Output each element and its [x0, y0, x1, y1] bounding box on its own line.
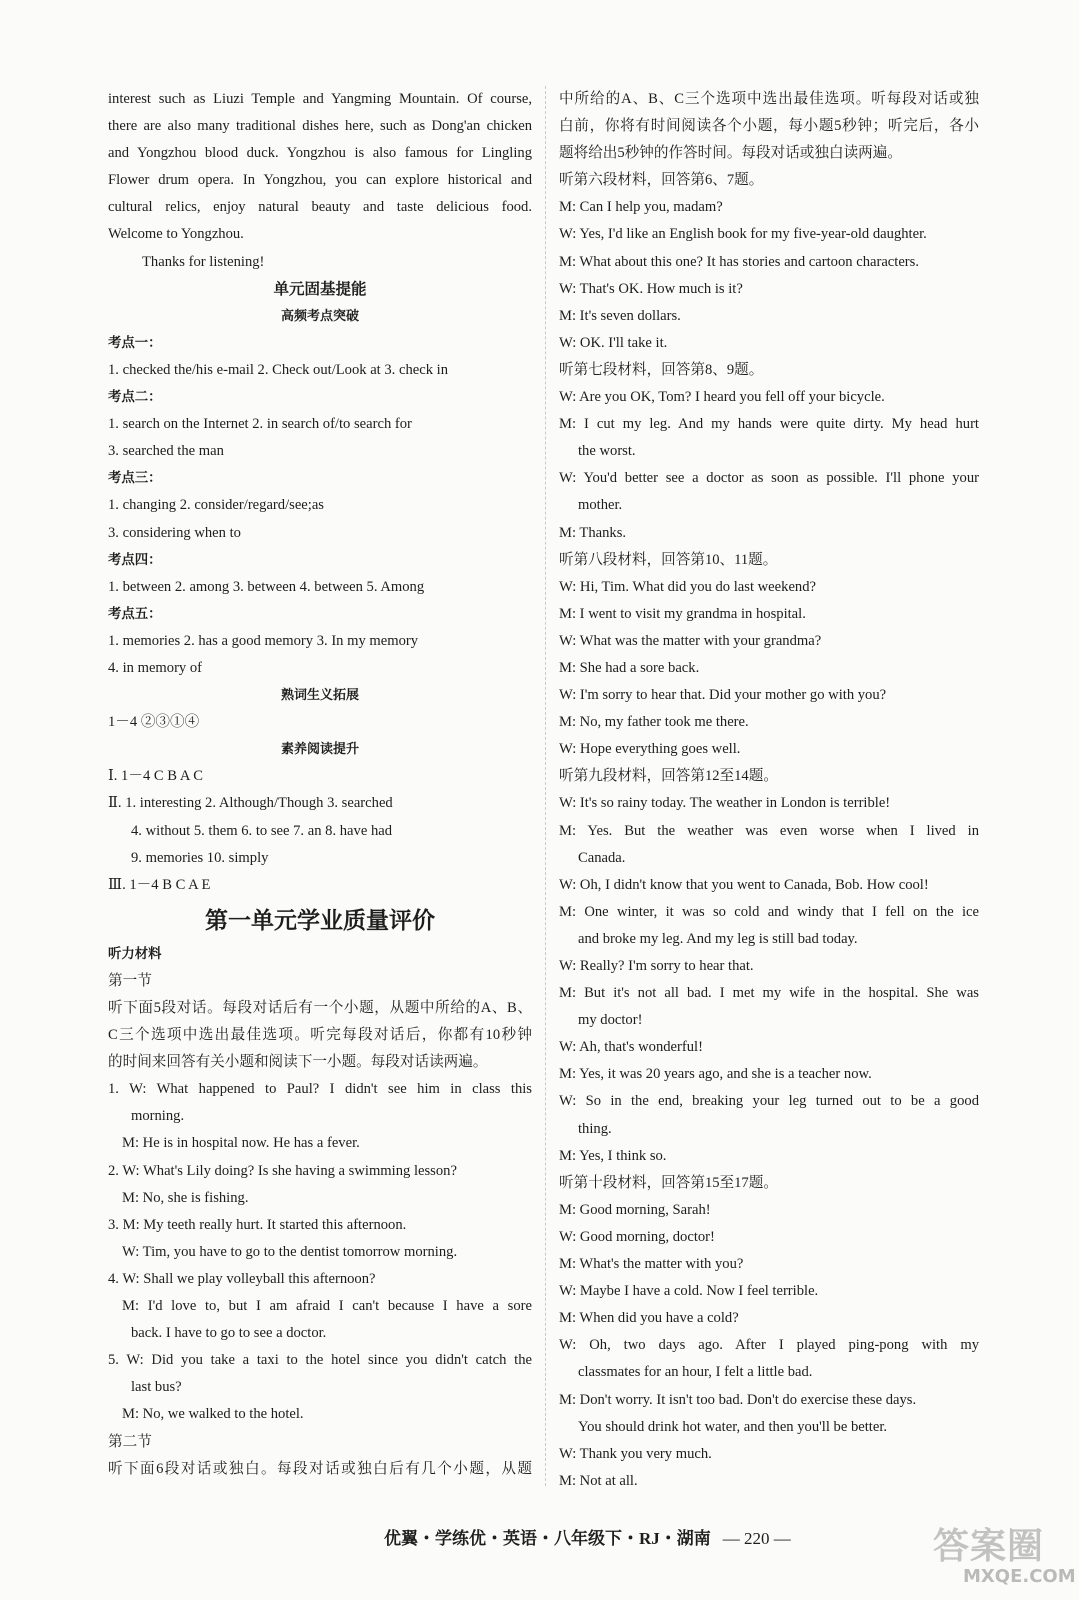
right-line: classmates for an hour, I felt a little bad.: [578, 1364, 813, 1381]
left-line: 3. searched the man: [108, 443, 224, 460]
right-line: W: You'd better see a doctor as soon as possible. I'll phone your: [559, 470, 979, 487]
left-line: 5. W: Did you take a taxi to the hotel since you didn't catch the: [108, 1352, 532, 1369]
right-line: M: No, my father took me there.: [559, 714, 749, 731]
left-line: 3. M: My teeth really hurt. It started this afternoon.: [108, 1216, 407, 1233]
right-line: M: It's seven dollars.: [559, 307, 681, 324]
right-line: 听第七段材料，回答第8、9题。: [559, 361, 764, 378]
right-line: 听第八段材料，回答第10、11题。: [559, 551, 778, 568]
right-line: mother.: [578, 497, 623, 514]
left-line: M: He is in hospital now. He has a fever.: [122, 1135, 360, 1152]
left-line: 第一节: [108, 972, 152, 989]
left-line: 考点四：: [108, 552, 162, 568]
left-line: 1. W: What happened to Paul? I didn't see him in class this: [108, 1081, 532, 1098]
left-line: 第二节: [108, 1433, 152, 1450]
right-line: M: What's the matter with you?: [559, 1256, 744, 1273]
left-line: 考点五：: [108, 606, 162, 622]
right-line: W: Maybe I have a cold. Now I feel terrible.: [559, 1283, 819, 1300]
left-line: 1. changing 2. consider/regard/see;as: [108, 497, 324, 514]
left-line: Ⅱ. 1. interesting 2. Although/Though 3. searched: [108, 795, 393, 812]
right-line: W: I'm sorry to hear that. Did your mother go with you?: [559, 687, 887, 704]
right-line: W: Good morning, doctor!: [559, 1228, 715, 1245]
right-line: M: Yes, I think so.: [559, 1147, 667, 1164]
left-line: 第一单元学业质量评价: [205, 907, 435, 934]
right-line: M: When did you have a cold?: [559, 1310, 739, 1327]
left-line: 1－4 ②③①④: [108, 714, 200, 731]
left-line: 1. checked the/his e-mail 2. Check out/Look at 3. check in: [108, 361, 449, 378]
left-line: Flower drum opera. In Yongzhou, you can explore historical and: [108, 172, 532, 189]
left-line: 9. memories 10. simply: [131, 849, 269, 866]
left-line: Thanks for listening!: [142, 253, 265, 270]
left-line: last bus?: [131, 1379, 182, 1396]
right-line: 白前，你将有时间阅读各个小题，每小题5秒钟；听完后，各小: [559, 118, 979, 135]
right-line: 听第九段材料，回答第12至14题。: [559, 768, 778, 785]
right-line: W: Hi, Tim. What did you do last weekend?: [559, 578, 816, 595]
right-line: M: Yes. But the weather was even worse when I lived in: [559, 822, 979, 839]
right-line: the worst.: [578, 443, 636, 460]
left-line: 1. search on the Internet 2. in search of/to search for: [108, 416, 412, 433]
right-line: M: Thanks.: [559, 524, 627, 541]
left-line: 单元固基提能: [273, 279, 367, 298]
left-line: M: I'd love to, but I am afraid I can't because I have a sore: [122, 1298, 532, 1315]
left-column: [108, 86, 532, 1483]
right-line: 听第六段材料，回答第6、7题。: [559, 172, 764, 189]
page-number: — 220 —: [722, 1529, 791, 1548]
right-line: W: Oh, I didn't know that you went to Canada, Bob. How cool!: [559, 876, 929, 893]
right-line: W: Are you OK, Tom? I heard you fell off your bicycle.: [559, 389, 885, 406]
left-line: 4. W: Shall we play volleyball this afternoon?: [108, 1270, 376, 1287]
left-line: W: Tim, you have to go to the dentist tomorrow morning.: [122, 1243, 458, 1260]
right-line: 中所给的A、B、C三个选项中选出最佳选项。听每段对话或独: [559, 91, 979, 107]
right-line: W: Hope everything goes well.: [559, 741, 741, 758]
left-line: 3. considering when to: [108, 524, 241, 541]
left-line: and Yongzhou blood duck. Yongzhou is also famous for Lingling: [108, 145, 532, 162]
left-line: 考点三：: [108, 471, 162, 487]
page-footer: [384, 1524, 791, 1549]
right-line: W: Ah, that's wonderful!: [559, 1039, 703, 1056]
column-divider: [545, 86, 546, 1486]
right-line: Canada.: [578, 849, 626, 866]
left-line: C三个选项中选出最佳选项。听完每段对话后，你都有10秒钟: [108, 1027, 532, 1044]
right-column: [559, 86, 979, 1495]
left-line: 2. W: What's Lily doing? Is she having a swimming lesson?: [108, 1162, 457, 1179]
right-line: W: Yes, I'd like an English book for my five-year-old daughter.: [559, 226, 927, 243]
left-line: 考点二：: [108, 390, 162, 406]
left-line: 4. in memory of: [108, 659, 203, 676]
left-line: 听下面6段对话或独白。每段对话或独白后有几个小题，从题: [108, 1460, 532, 1477]
left-line: Ⅰ. 1－4 C B A C: [108, 768, 203, 785]
left-line: cultural relics, enjoy natural beauty and taste delicious food.: [108, 199, 532, 216]
right-line: W: Thank you very much.: [559, 1445, 712, 1462]
right-line: M: What about this one? It has stories and cartoon characters.: [559, 253, 919, 270]
left-line: M: No, she is fishing.: [122, 1189, 249, 1206]
left-line: 1. between 2. among 3. between 4. between 5. Among: [108, 578, 425, 595]
right-line: M: Don't worry. It isn't too bad. Don't do exercise these days.: [559, 1391, 917, 1408]
right-line: M: I went to visit my grandma in hospital.: [559, 605, 806, 622]
left-line: Ⅲ. 1－4 B C A E: [108, 876, 211, 893]
right-line: M: But it's not all bad. I met my wife in the hospital. She was: [559, 985, 979, 1002]
watermark-site: MXQE.COM: [963, 1566, 1076, 1587]
left-line: 听下面5段对话。每段对话后有一个小题，从题中所给的A、B、: [108, 1000, 532, 1016]
left-line: interest such as Liuzi Temple and Yangming Mountain. Of course,: [108, 91, 532, 107]
left-line: 考点一：: [108, 335, 162, 351]
right-line: thing.: [578, 1120, 612, 1137]
right-line: W: So in the end, breaking your leg turned out to be a good: [559, 1093, 979, 1110]
watermark-logo: [925, 1518, 1076, 1594]
watermark-mark: 答案圈: [933, 1526, 1045, 1567]
right-line: W: It's so rainy today. The weather in London is terrible!: [559, 795, 891, 812]
left-line: morning.: [131, 1108, 185, 1125]
right-line: You should drink hot water, and then you'll be better.: [578, 1418, 888, 1435]
right-line: W: OK. I'll take it.: [559, 334, 668, 351]
left-line: Welcome to Yongzhou.: [108, 226, 244, 243]
right-line: W: Oh, two days ago. After I played ping-pong with my: [559, 1337, 979, 1354]
right-line: M: Yes, it was 20 years ago, and she is a teacher now.: [559, 1066, 872, 1083]
right-line: M: Not at all.: [559, 1472, 638, 1489]
left-line: 高频考点突破: [280, 308, 359, 324]
left-line: 听力材料: [108, 946, 162, 962]
left-line: 4. without 5. them 6. to see 7. an 8. have had: [131, 822, 393, 839]
left-line: back. I have to go to see a doctor.: [131, 1325, 327, 1342]
right-line: M: Can I help you, madam?: [559, 199, 723, 216]
right-line: W: Really? I'm sorry to hear that.: [559, 958, 754, 974]
left-line: there are also many traditional dishes here, such as Dong'an chicken: [108, 118, 532, 135]
right-line: W: That's OK. How much is it?: [559, 280, 743, 297]
right-line: and broke my leg. And my leg is still bad today.: [578, 930, 858, 947]
right-line: M: Good morning, Sarah!: [559, 1201, 711, 1218]
left-line: 的时间来回答有关小题和阅读下一小题。每段对话读两遍。: [108, 1054, 488, 1071]
right-line: my doctor!: [578, 1012, 643, 1029]
left-line: 1. memories 2. has a good memory 3. In my memory: [108, 632, 419, 649]
footer-title: 优翼・学练优・英语・八年级下・RJ・湖南: [384, 1529, 711, 1548]
left-line: 素养阅读提升: [280, 742, 359, 758]
right-line: 听第十段材料，回答第15至17题。: [559, 1174, 778, 1191]
right-line: M: She had a sore back.: [559, 659, 700, 676]
left-line: 熟词生义拓展: [280, 688, 359, 704]
right-line: W: What was the matter with your grandma?: [559, 632, 822, 649]
right-line: 题将给出5秒钟的作答时间。每段对话或独白读两遍。: [559, 145, 902, 162]
right-line: M: I cut my leg. And my hands were quite dirty. My head hurt: [559, 416, 979, 433]
right-line: M: One winter, it was so cold and windy that I fell on the ice: [559, 903, 979, 920]
left-line: M: No, we walked to the hotel.: [122, 1406, 304, 1423]
